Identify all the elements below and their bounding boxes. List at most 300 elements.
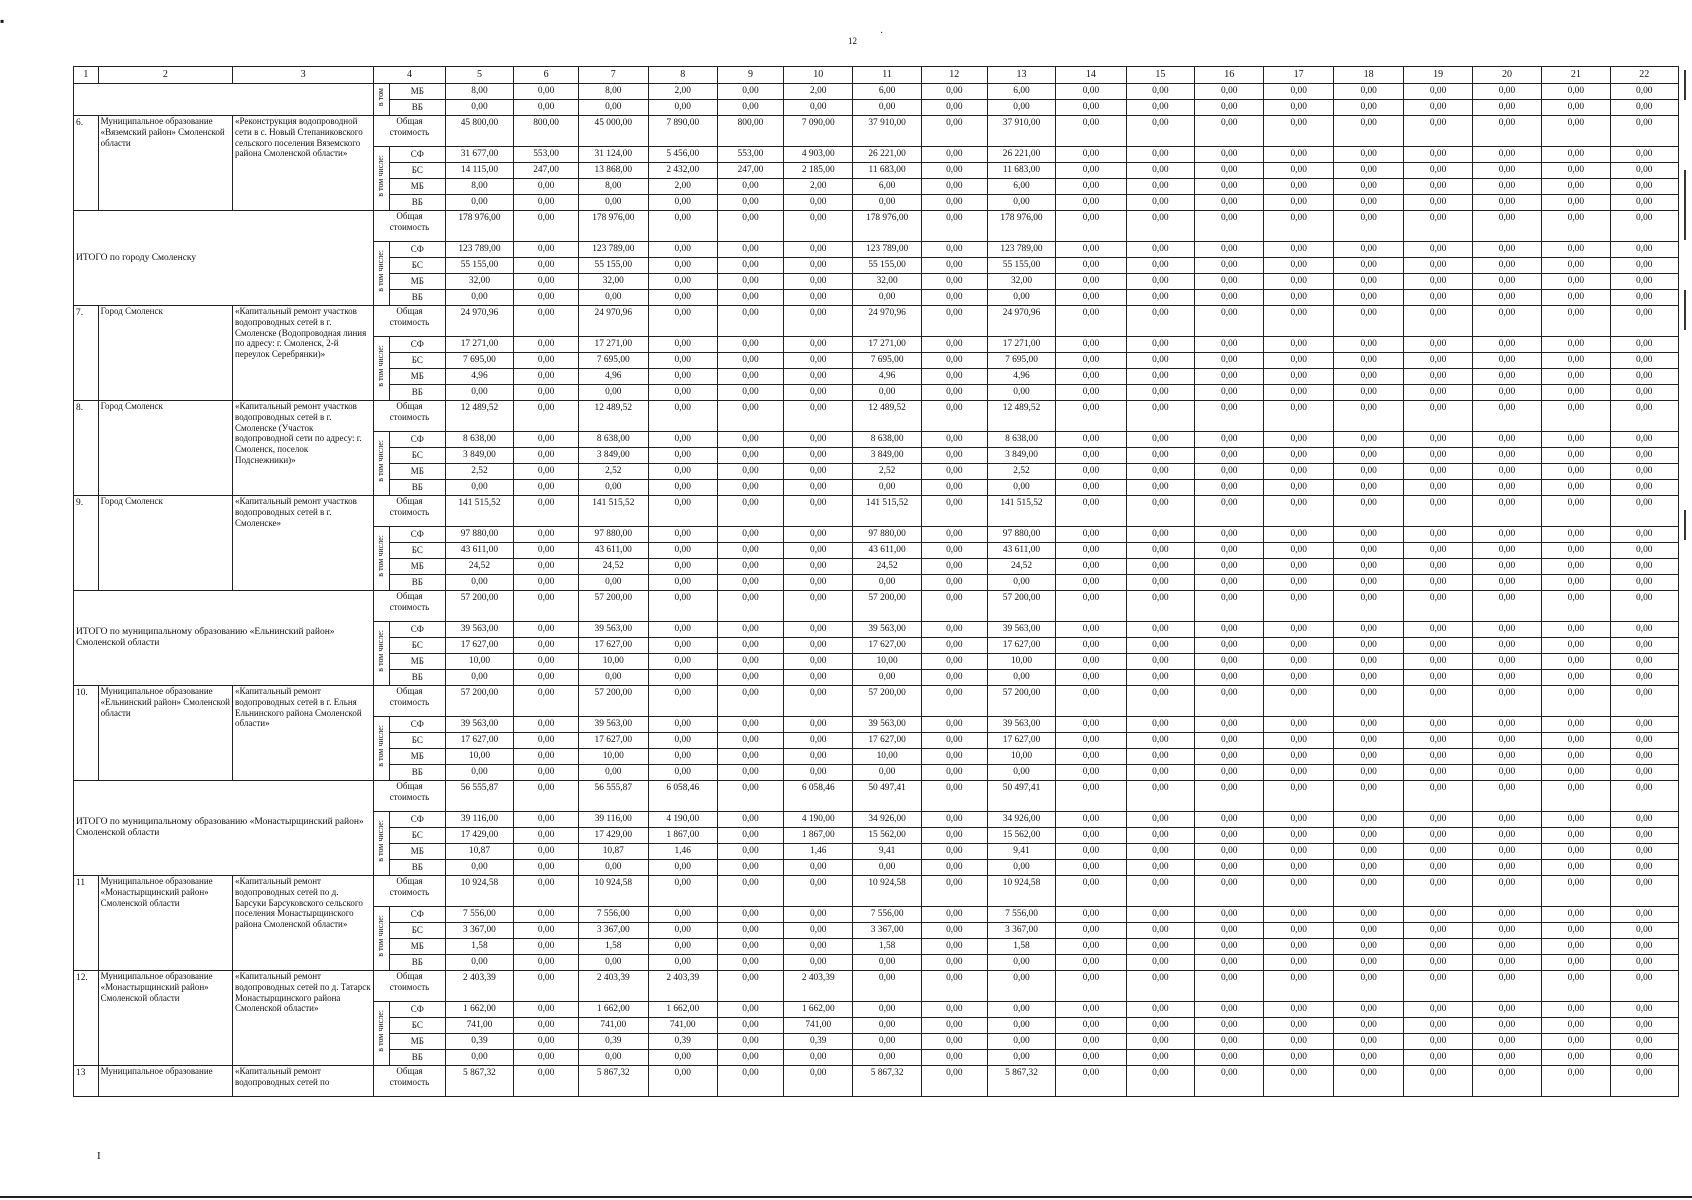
value-cell: 0,00 [1264, 1002, 1333, 1018]
value-cell: 0,00 [1126, 464, 1194, 480]
value-cell: 123 789,00 [445, 242, 513, 258]
value-cell: 0,00 [921, 686, 987, 717]
vertical-label [374, 242, 390, 306]
value-cell: 0,00 [1542, 559, 1610, 575]
value-cell: 0,00 [648, 939, 717, 955]
value-cell: 0,00 [853, 1050, 921, 1066]
value-cell: 741,00 [579, 1018, 648, 1034]
value-cell: 0,00 [1404, 1002, 1472, 1018]
value-cell: 0,00 [514, 923, 579, 939]
value-cell: 5 867,32 [853, 1066, 921, 1097]
value-cell: 0,00 [648, 749, 717, 765]
value-cell: 24 970,96 [987, 306, 1055, 337]
value-cell: 0,00 [1610, 258, 1679, 274]
row-number: 12. [74, 971, 99, 1066]
value-cell: 0,00 [784, 1066, 853, 1097]
value-cell: 0,00 [1126, 1002, 1194, 1018]
value-cell: 39 563,00 [987, 717, 1055, 733]
value-cell: 0,00 [987, 480, 1055, 496]
fund-source: ВБ [389, 670, 445, 686]
value-cell: 0,00 [1056, 353, 1127, 369]
value-cell: 0,00 [921, 290, 987, 306]
value-cell: 0,00 [1333, 923, 1404, 939]
value-cell: 17 627,00 [853, 638, 921, 654]
value-cell: 0,00 [1333, 733, 1404, 749]
value-cell: 0,00 [921, 654, 987, 670]
fund-source: МБ [389, 749, 445, 765]
value-cell: 0,00 [853, 480, 921, 496]
value-cell: 0,00 [1195, 496, 1264, 527]
column-number: 2 [98, 67, 232, 84]
value-cell: 0,00 [1126, 575, 1194, 591]
value-cell: 0,00 [1404, 274, 1472, 290]
value-cell: 0,00 [717, 591, 783, 622]
value-cell: 0,00 [1472, 749, 1541, 765]
value-cell: 0,00 [1333, 907, 1404, 923]
value-cell: 39 116,00 [579, 812, 648, 828]
value-cell: 0,00 [514, 812, 579, 828]
value-cell: 0,00 [717, 812, 783, 828]
value-cell: 0,00 [717, 575, 783, 591]
value-cell: 0,00 [1610, 84, 1679, 100]
value-cell: 0,00 [1542, 1002, 1610, 1018]
value-cell: 0,00 [1472, 242, 1541, 258]
value-cell: 0,00 [1264, 147, 1333, 163]
value-cell: 0,00 [1542, 1066, 1610, 1097]
value-cell: 1,46 [784, 844, 853, 860]
value-cell: 0,00 [1264, 781, 1333, 812]
value-cell: 7 695,00 [987, 353, 1055, 369]
value-cell: 0,00 [514, 638, 579, 654]
vertical-label [374, 337, 390, 401]
value-cell: 0,00 [514, 290, 579, 306]
column-number: 20 [1472, 67, 1541, 84]
value-cell: 0,00 [1472, 923, 1541, 939]
total-cost-label: Общая стоимость [374, 1066, 446, 1097]
value-cell: 0,00 [784, 274, 853, 290]
value-cell: 0,00 [1542, 401, 1610, 432]
value-cell: 3 849,00 [579, 448, 648, 464]
value-cell: 0,00 [853, 1018, 921, 1034]
value-cell: 0,00 [1056, 654, 1127, 670]
value-cell: 0,00 [1404, 670, 1472, 686]
fund-source: ВБ [389, 100, 445, 116]
value-cell: 0,00 [1056, 1034, 1127, 1050]
value-cell: 0,00 [1404, 638, 1472, 654]
value-cell: 0,00 [1542, 765, 1610, 781]
value-cell: 0,00 [784, 496, 853, 527]
value-cell: 0,00 [784, 860, 853, 876]
value-cell: 0,00 [1472, 290, 1541, 306]
scan-edge-line [0, 1196, 1692, 1198]
value-cell: 0,00 [987, 1034, 1055, 1050]
value-cell: 0,00 [1610, 274, 1679, 290]
vertical-label-text: в том числе: [376, 250, 386, 292]
value-cell: 0,00 [1404, 496, 1472, 527]
value-cell: 553,00 [514, 147, 579, 163]
fund-source: МБ [389, 939, 445, 955]
value-cell: 0,00 [784, 401, 853, 432]
value-cell: 0,00 [1472, 147, 1541, 163]
value-cell: 0,00 [1333, 337, 1404, 353]
value-cell: 0,00 [1264, 179, 1333, 195]
value-cell: 0,00 [1195, 1018, 1264, 1034]
value-cell: 10,00 [853, 654, 921, 670]
value-cell: 6 058,46 [784, 781, 853, 812]
value-cell: 0,00 [1610, 543, 1679, 559]
table-row [74, 876, 1679, 907]
row-number: 6. [74, 116, 99, 211]
value-cell: 26 221,00 [987, 147, 1055, 163]
fund-source: ВБ [389, 1050, 445, 1066]
value-cell: 0,00 [921, 242, 987, 258]
column-number: 1 [74, 67, 99, 84]
value-cell: 0,00 [1542, 939, 1610, 955]
value-cell: 0,00 [1195, 543, 1264, 559]
vertical-label-text: в том числе: [376, 155, 386, 197]
value-cell: 141 515,52 [445, 496, 513, 527]
value-cell: 0,00 [1195, 923, 1264, 939]
value-cell: 0,00 [921, 907, 987, 923]
value-cell: 0,00 [784, 749, 853, 765]
value-cell: 0,00 [1472, 844, 1541, 860]
value-cell: 0,00 [1195, 939, 1264, 955]
value-cell: 0,00 [514, 337, 579, 353]
table-row [74, 84, 1679, 100]
value-cell: 0,00 [514, 353, 579, 369]
value-cell: 0,00 [1333, 527, 1404, 543]
value-cell: 0,00 [1126, 717, 1194, 733]
value-cell: 0,00 [1195, 1050, 1264, 1066]
vertical-label [374, 907, 390, 971]
value-cell: 178 976,00 [445, 211, 513, 242]
value-cell: 0,00 [1472, 575, 1541, 591]
value-cell: 0,00 [1404, 84, 1472, 100]
value-cell: 0,00 [1056, 337, 1127, 353]
value-cell: 0,00 [1542, 480, 1610, 496]
column-number: 7 [579, 67, 648, 84]
value-cell: 0,00 [648, 717, 717, 733]
value-cell: 0,00 [1195, 274, 1264, 290]
value-cell: 0,00 [1333, 306, 1404, 337]
value-cell: 0,00 [1195, 717, 1264, 733]
value-cell: 0,00 [1056, 480, 1127, 496]
value-cell: 0,00 [1333, 781, 1404, 812]
value-cell: 0,00 [1195, 480, 1264, 496]
value-cell: 0,00 [1333, 559, 1404, 575]
value-cell: 0,00 [784, 923, 853, 939]
value-cell: 0,00 [1404, 923, 1472, 939]
value-cell: 0,00 [717, 686, 783, 717]
value-cell: 0,00 [648, 480, 717, 496]
fund-source: БС [389, 828, 445, 844]
value-cell: 741,00 [445, 1018, 513, 1034]
value-cell: 0,00 [1542, 812, 1610, 828]
value-cell: 0,00 [717, 179, 783, 195]
value-cell: 4,96 [853, 369, 921, 385]
value-cell: 0,00 [1056, 591, 1127, 622]
value-cell: 0,00 [1610, 147, 1679, 163]
value-cell: 6,00 [987, 179, 1055, 195]
value-cell: 0,00 [987, 385, 1055, 401]
value-cell: 0,00 [1195, 812, 1264, 828]
value-cell: 0,00 [1610, 876, 1679, 907]
value-cell: 0,00 [1404, 385, 1472, 401]
value-cell: 0,00 [1333, 195, 1404, 211]
value-cell: 0,00 [1542, 781, 1610, 812]
value-cell: 0,00 [1542, 670, 1610, 686]
value-cell: 0,00 [579, 670, 648, 686]
fund-source: ВБ [389, 860, 445, 876]
municipality: Муниципальное образование «Ельнинский район» Смоленской области [98, 686, 232, 781]
value-cell: 0,00 [1126, 591, 1194, 622]
value-cell: 0,00 [1195, 575, 1264, 591]
value-cell: 0,00 [1404, 591, 1472, 622]
value-cell: 0,00 [1056, 116, 1127, 147]
value-cell: 5 867,32 [579, 1066, 648, 1097]
value-cell: 0,00 [1610, 242, 1679, 258]
fund-source: БС [389, 258, 445, 274]
value-cell: 3 367,00 [987, 923, 1055, 939]
vertical-label-text: в том [376, 87, 386, 107]
value-cell: 0,00 [1333, 828, 1404, 844]
value-cell: 0,00 [514, 591, 579, 622]
value-cell: 0,00 [921, 670, 987, 686]
value-cell: 0,00 [1542, 638, 1610, 654]
value-cell: 0,00 [1333, 84, 1404, 100]
funding-table [73, 66, 1679, 1097]
value-cell: 0,00 [1472, 860, 1541, 876]
fund-source: СФ [389, 242, 445, 258]
value-cell: 0,00 [1195, 1002, 1264, 1018]
fund-source: МБ [389, 1034, 445, 1050]
value-cell: 0,00 [1610, 116, 1679, 147]
value-cell: 0,00 [1056, 955, 1127, 971]
value-cell: 0,00 [1472, 1002, 1541, 1018]
fund-source: СФ [389, 432, 445, 448]
value-cell: 0,00 [1126, 1050, 1194, 1066]
value-cell: 24 970,96 [579, 306, 648, 337]
value-cell: 0,00 [1126, 1018, 1194, 1034]
value-cell: 0,00 [445, 1050, 513, 1066]
value-cell: 0,00 [1126, 812, 1194, 828]
value-cell: 0,00 [1610, 1034, 1679, 1050]
municipality: Муниципальное образование «Монастырщинский район» Смоленской области [98, 876, 232, 971]
value-cell: 0,00 [514, 480, 579, 496]
value-cell: 0,00 [1126, 527, 1194, 543]
value-cell: 0,00 [1126, 242, 1194, 258]
value-cell: 0,00 [648, 100, 717, 116]
value-cell: 0,00 [1126, 84, 1194, 100]
value-cell: 7 890,00 [648, 116, 717, 147]
value-cell: 12 489,52 [987, 401, 1055, 432]
table-row [74, 686, 1679, 717]
column-number: 5 [445, 67, 513, 84]
value-cell: 0,00 [853, 195, 921, 211]
value-cell: 0,00 [1404, 559, 1472, 575]
value-cell: 0,00 [1610, 1018, 1679, 1034]
value-cell: 0,00 [717, 654, 783, 670]
value-cell: 0,00 [1195, 828, 1264, 844]
value-cell: 17 271,00 [445, 337, 513, 353]
value-cell: 0,00 [784, 448, 853, 464]
value-cell: 0,00 [1333, 971, 1404, 1002]
value-cell: 0,00 [514, 432, 579, 448]
value-cell: 0,00 [921, 717, 987, 733]
value-cell: 0,00 [1333, 290, 1404, 306]
value-cell: 17 627,00 [987, 638, 1055, 654]
value-cell: 0,00 [784, 654, 853, 670]
vertical-label-text: в том числе: [376, 345, 386, 387]
value-cell: 2,52 [853, 464, 921, 480]
value-cell: 0,00 [1404, 432, 1472, 448]
value-cell: 141 515,52 [987, 496, 1055, 527]
value-cell: 10,00 [445, 654, 513, 670]
value-cell: 39 563,00 [853, 622, 921, 638]
value-cell: 0,00 [1404, 258, 1472, 274]
value-cell: 0,00 [1056, 844, 1127, 860]
value-cell: 0,00 [648, 242, 717, 258]
value-cell: 5 867,32 [987, 1066, 1055, 1097]
value-cell: 0,00 [1542, 733, 1610, 749]
column-number: 9 [717, 67, 783, 84]
value-cell: 0,00 [1404, 654, 1472, 670]
value-cell: 0,00 [853, 765, 921, 781]
value-cell: 0,00 [579, 195, 648, 211]
value-cell: 0,00 [987, 1050, 1055, 1066]
value-cell: 0,00 [1472, 353, 1541, 369]
value-cell: 0,00 [1472, 907, 1541, 923]
value-cell: 10,00 [987, 654, 1055, 670]
fund-source: ВБ [389, 765, 445, 781]
value-cell: 0,00 [1195, 242, 1264, 258]
value-cell: 0,00 [921, 1002, 987, 1018]
value-cell: 0,00 [921, 496, 987, 527]
value-cell: 0,00 [1126, 385, 1194, 401]
value-cell: 0,00 [648, 448, 717, 464]
value-cell: 0,00 [1542, 369, 1610, 385]
blank-cell [74, 84, 374, 116]
value-cell: 0,00 [1195, 527, 1264, 543]
value-cell: 0,00 [514, 686, 579, 717]
value-cell: 0,00 [784, 353, 853, 369]
fund-source: ВБ [389, 195, 445, 211]
value-cell: 0,00 [1056, 432, 1127, 448]
value-cell: 0,00 [784, 939, 853, 955]
fund-source: МБ [389, 654, 445, 670]
value-cell: 0,00 [1195, 401, 1264, 432]
value-cell: 0,00 [717, 622, 783, 638]
value-cell: 0,00 [921, 527, 987, 543]
value-cell: 0,00 [648, 496, 717, 527]
value-cell: 0,00 [514, 559, 579, 575]
value-cell: 0,00 [1056, 385, 1127, 401]
value-cell: 34 926,00 [853, 812, 921, 828]
value-cell: 97 880,00 [445, 527, 513, 543]
value-cell: 8,00 [579, 179, 648, 195]
value-cell: 0,00 [1472, 559, 1541, 575]
value-cell: 0,00 [1404, 195, 1472, 211]
value-cell: 0,00 [648, 527, 717, 543]
value-cell: 0,00 [648, 860, 717, 876]
value-cell: 0,00 [1610, 670, 1679, 686]
fund-source: СФ [389, 812, 445, 828]
value-cell: 0,00 [1195, 337, 1264, 353]
value-cell: 0,00 [921, 559, 987, 575]
value-cell: 0,00 [1610, 369, 1679, 385]
total-cost-label: Общая стоимость [374, 401, 446, 432]
value-cell: 0,00 [717, 274, 783, 290]
value-cell: 0,00 [1610, 385, 1679, 401]
value-cell: 0,00 [921, 179, 987, 195]
total-cost-label: Общая стоимость [374, 306, 446, 337]
value-cell: 0,00 [1472, 638, 1541, 654]
value-cell: 0,00 [1610, 480, 1679, 496]
value-cell: 0,00 [1610, 211, 1679, 242]
value-cell: 0,00 [579, 955, 648, 971]
value-cell: 0,00 [1404, 749, 1472, 765]
value-cell: 0,00 [717, 480, 783, 496]
value-cell: 32,00 [853, 274, 921, 290]
value-cell: 5 867,32 [445, 1066, 513, 1097]
value-cell: 0,00 [717, 1066, 783, 1097]
value-cell: 6,00 [853, 84, 921, 100]
value-cell: 0,00 [921, 480, 987, 496]
value-cell: 0,00 [921, 955, 987, 971]
value-cell: 0,00 [648, 258, 717, 274]
value-cell: 2 403,39 [648, 971, 717, 1002]
value-cell: 0,00 [717, 242, 783, 258]
value-cell: 39 563,00 [853, 717, 921, 733]
value-cell: 97 880,00 [579, 527, 648, 543]
object-name: «Капитальный ремонт водопроводных сетей по [233, 1066, 374, 1097]
value-cell: 0,00 [717, 876, 783, 907]
total-label: ИТОГО по муниципальному образованию «Ельнинский район» Смоленской области [74, 591, 374, 686]
value-cell: 31 677,00 [445, 147, 513, 163]
value-cell: 0,00 [1542, 464, 1610, 480]
value-cell: 0,00 [648, 654, 717, 670]
value-cell: 0,00 [784, 464, 853, 480]
value-cell: 0,00 [1404, 163, 1472, 179]
value-cell: 0,00 [1472, 211, 1541, 242]
value-cell: 741,00 [648, 1018, 717, 1034]
value-cell: 0,00 [1404, 211, 1472, 242]
value-cell: 0,00 [1542, 385, 1610, 401]
value-cell: 0,00 [1610, 955, 1679, 971]
fund-source: ВБ [389, 290, 445, 306]
value-cell: 0,00 [1472, 100, 1541, 116]
value-cell: 0,00 [1126, 828, 1194, 844]
value-cell: 1,58 [579, 939, 648, 955]
value-cell: 0,00 [1333, 575, 1404, 591]
value-cell: 0,00 [1264, 353, 1333, 369]
vertical-label [374, 527, 390, 591]
value-cell: 97 880,00 [853, 527, 921, 543]
value-cell: 0,00 [784, 369, 853, 385]
value-cell: 0,00 [1264, 765, 1333, 781]
scan-edge-tick [1684, 170, 1686, 240]
value-cell: 0,00 [784, 290, 853, 306]
value-cell: 0,00 [1472, 717, 1541, 733]
value-cell: 0,00 [1195, 907, 1264, 923]
value-cell: 0,00 [1542, 258, 1610, 274]
value-cell: 0,00 [1195, 686, 1264, 717]
value-cell: 0,00 [717, 828, 783, 844]
value-cell: 57 200,00 [987, 591, 1055, 622]
vertical-label [374, 812, 390, 876]
value-cell: 0,00 [717, 749, 783, 765]
value-cell: 0,00 [445, 860, 513, 876]
